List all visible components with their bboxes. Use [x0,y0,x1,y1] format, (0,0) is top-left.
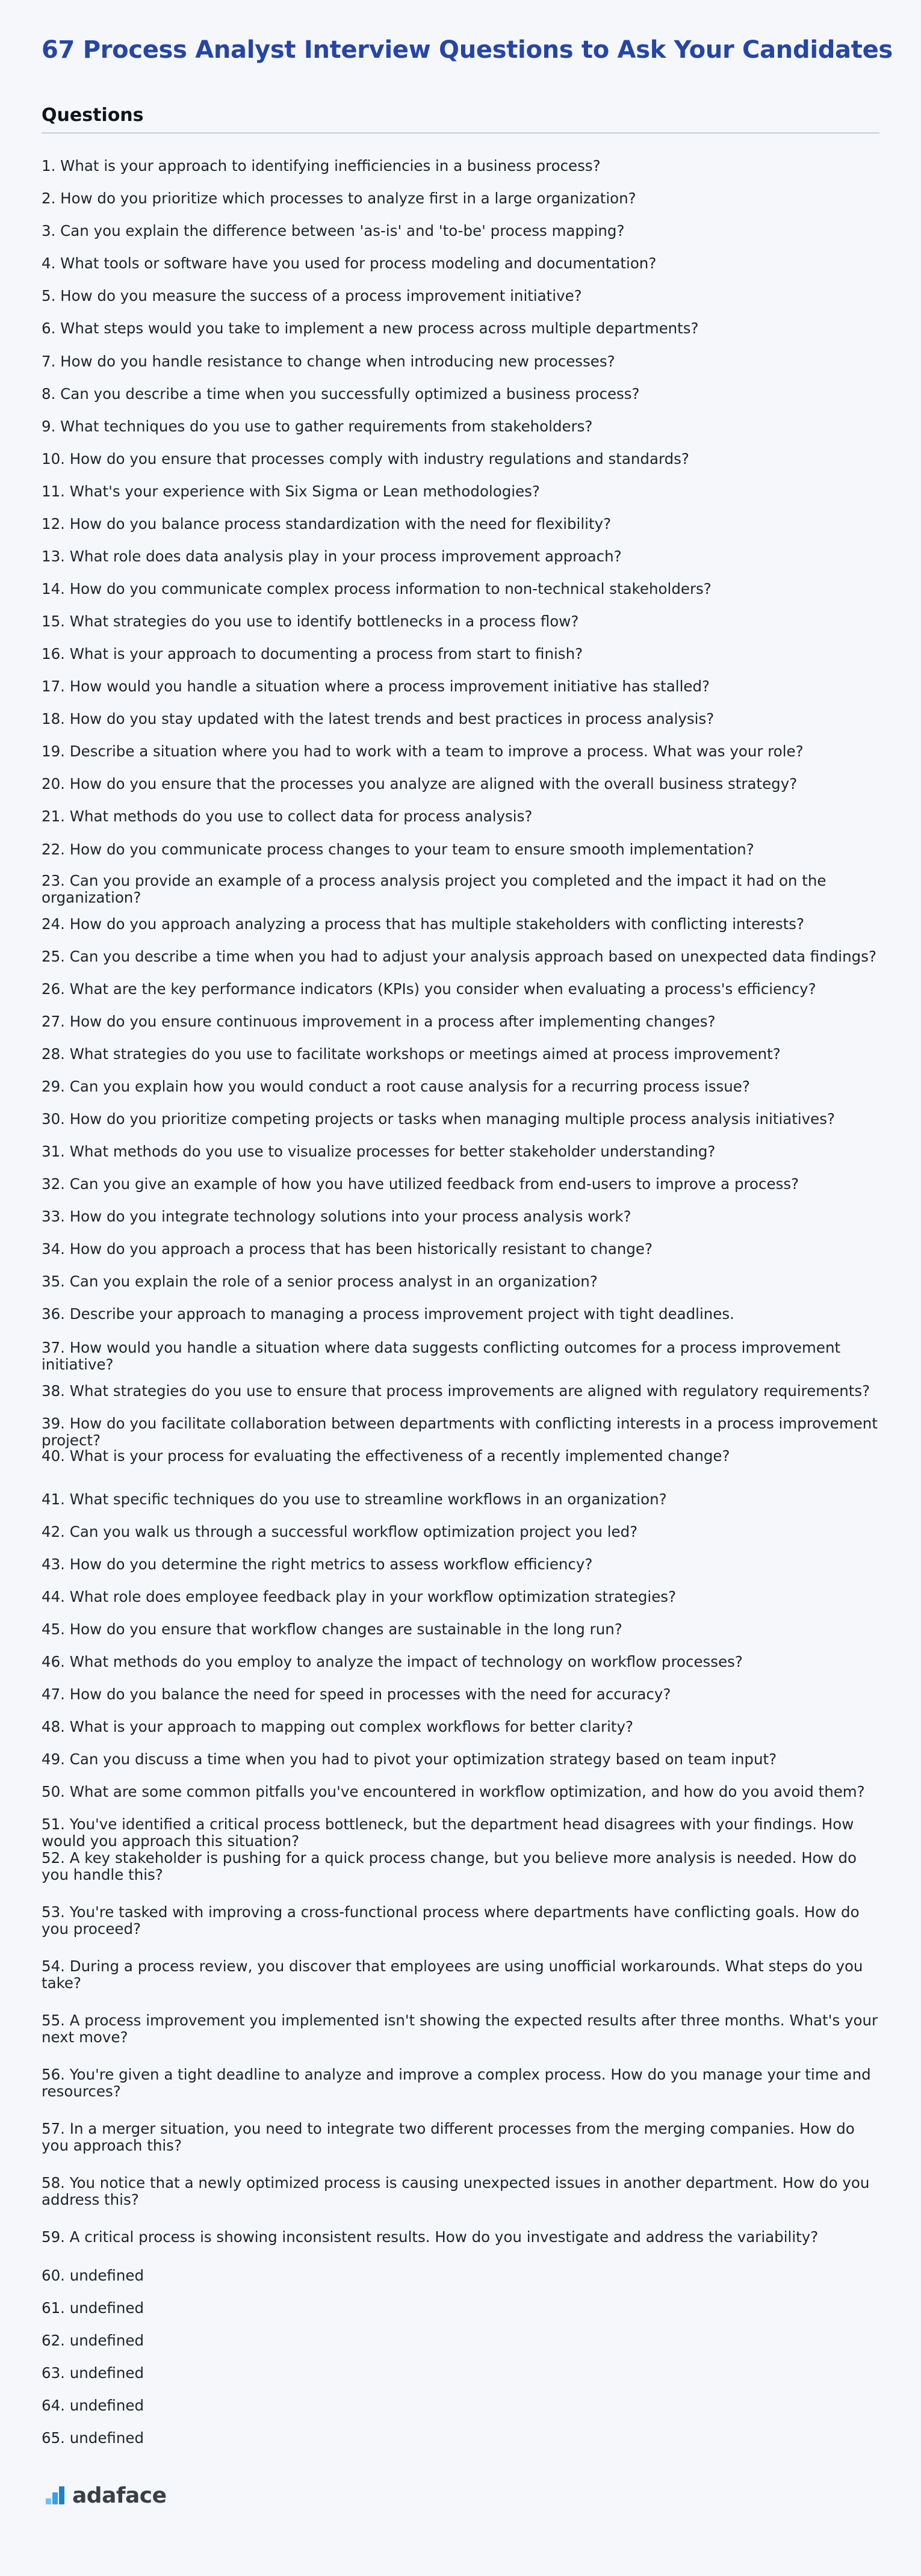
question-item: 22. How do you communicate process changes to your team to ensure smooth implementation? [42,841,754,858]
question-item: 43. How do you determine the right metrics to assess workflow efficiency? [42,1555,593,1573]
question-item: 50. What are some common pitfalls you've encountered in workflow optimization, and how do you avoid them? [42,1783,865,1800]
question-item: 51. You've identified a critical process bottleneck, but the department head disagrees with your findings. How would you approach this situation? [42,1815,854,1850]
question-item: 33. How do you integrate technology solutions into your process analysis work? [42,1208,631,1225]
question-item: 10. How do you ensure that processes comply with industry regulations and standards? [42,450,689,468]
question-item: 36. Describe your approach to managing a process improvement project with tight deadlines. [42,1305,734,1323]
question-item: 63. undefined [42,2364,144,2382]
question-item: 39. How do you facilitate collaboration between departments with conflicting interests in a process improvement project? [42,1415,878,1449]
question-item: 12. How do you balance process standardization with the need for flexibility? [42,515,612,533]
question-item: 65. undefined [42,2429,144,2447]
question-item: 34. How do you approach a process that has been historically resistant to change? [42,1240,653,1258]
question-item: 60. undefined [42,2267,144,2284]
question-item: 54. During a process review, you discover that employees are using unofficial workarounds. What steps do you take? [42,1957,863,1992]
question-item: 4. What tools or software have you used for process modeling and documentation? [42,255,657,272]
question-item: 55. A process improvement you implemented isn't showing the expected results after three months. What's your next move? [42,2012,878,2046]
question-item: 47. How do you balance the need for speed in processes with the need for accuracy? [42,1685,671,1703]
question-item: 13. What role does data analysis play in your process improvement approach? [42,548,622,565]
question-item: 9. What techniques do you use to gather requirements from stakeholders? [42,418,593,435]
question-item: 18. How do you stay updated with the latest trends and best practices in process analysis? [42,710,715,727]
question-item: 21. What methods do you use to collect data for process analysis? [42,808,533,825]
question-item: 8. Can you describe a time when you successfully optimized a business process? [42,385,640,403]
question-item: 30. How do you prioritize competing projects or tasks when managing multiple process analysis initiatives? [42,1110,836,1128]
question-item: 14. How do you communicate complex process information to non-technical stakeholders? [42,580,712,598]
logo-text: adaface [72,2483,167,2508]
question-item: 35. Can you explain the role of a senior process analyst in an organization? [42,1273,598,1290]
question-item: 16. What is your approach to documenting a process from start to finish? [42,645,583,663]
question-item: 23. Can you provide an example of a process analysis project you completed and the impact it had on the organization? [42,872,826,906]
question-item: 27. How do you ensure continuous improvement in a process after implementing changes? [42,1013,716,1030]
question-item: 25. Can you describe a time when you had to adjust your analysis approach based on unexpected data findings? [42,948,876,965]
question-item: 11. What's your experience with Six Sigma or Lean methodologies? [42,483,540,500]
question-item: 2. How do you prioritize which processes to analyze first in a large organization? [42,190,636,207]
divider [42,132,879,134]
question-item: 64. undefined [42,2397,144,2414]
question-item: 62. undefined [42,2332,144,2349]
question-item: 28. What strategies do you use to facilitate workshops or meetings aimed at process improvement? [42,1045,781,1063]
question-item: 56. You're given a tight deadline to analyze and improve a complex process. How do you manage your time and resources? [42,2066,871,2100]
question-item: 5. How do you measure the success of a process improvement initiative? [42,287,582,304]
question-item: 48. What is your approach to mapping out complex workflows for better clarity? [42,1718,633,1735]
question-item: 61. undefined [42,2299,144,2317]
logo [46,2483,167,2507]
question-item: 52. A key stakeholder is pushing for a quick process change, but you believe more analysis is needed. How do you handle this? [42,1849,857,1883]
question-item: 6. What steps would you take to implement a new process across multiple departments? [42,320,699,337]
question-item: 46. What methods do you employ to analyze the impact of technology on workflow processes? [42,1653,743,1670]
page-title: 67 Process Analyst Interview Questions to Ask Your Candidates [42,36,893,64]
question-item: 45. How do you ensure that workflow changes are sustainable in the long run? [42,1620,622,1638]
question-item: 37. How would you handle a situation where data suggests conflicting outcomes for a process improvement initiative? [42,1339,841,1373]
question-item: 57. In a merger situation, you need to integrate two different processes from the merging companies. How do you approach this? [42,2120,855,2154]
question-item: 29. Can you explain how you would conduct a root cause analysis for a recurring process issue? [42,1078,750,1095]
question-item: 40. What is your process for evaluating the effectiveness of a recently implemented change? [42,1447,730,1465]
question-item: 53. You're tasked with improving a cross-functional process where departments have conflicting goals. How do you proceed? [42,1903,860,1938]
question-item: 7. How do you handle resistance to change when introducing new processes? [42,353,615,370]
question-item: 3. Can you explain the difference between 'as-is' and 'to-be' process mapping? [42,222,625,239]
question-item: 24. How do you approach analyzing a process that has multiple stakeholders with conflicting interests? [42,915,805,933]
question-item: 38. What strategies do you use to ensure that process improvements are aligned with regulatory requirements? [42,1382,870,1400]
question-item: 44. What role does employee feedback play in your workflow optimization strategies? [42,1588,677,1605]
question-item: 19. Describe a situation where you had to work with a team to improve a process. What was your role? [42,743,804,760]
question-item: 58. You notice that a newly optimized process is causing unexpected issues in another department. How do you address this? [42,2174,870,2208]
question-item: 15. What strategies do you use to identify bottlenecks in a process flow? [42,613,579,630]
question-item: 17. How would you handle a situation where a process improvement initiative has stalled? [42,678,710,695]
question-item: 42. Can you walk us through a successful workflow optimization project you led? [42,1523,638,1540]
question-item: 59. A critical process is showing inconsistent results. How do you investigate and address the variability? [42,2228,819,2246]
bar-chart-logo-icon [46,2486,66,2504]
question-item: 32. Can you give an example of how you have utilized feedback from end-users to improve a process? [42,1175,799,1193]
question-item: 49. Can you discuss a time when you had to pivot your optimization strategy based on team input? [42,1750,777,1768]
question-item: 20. How do you ensure that the processes you analyze are aligned with the overall business strategy? [42,775,798,792]
question-item: 26. What are the key performance indicators (KPIs) you consider when evaluating a process's efficiency? [42,980,816,998]
question-item: 31. What methods do you use to visualize processes for better stakeholder understanding? [42,1143,716,1160]
section-heading: Questions [42,105,144,126]
question-item: 1. What is your approach to identifying inefficiencies in a business process? [42,157,601,175]
question-item: 41. What specific techniques do you use to streamline workflows in an organization? [42,1490,667,1508]
